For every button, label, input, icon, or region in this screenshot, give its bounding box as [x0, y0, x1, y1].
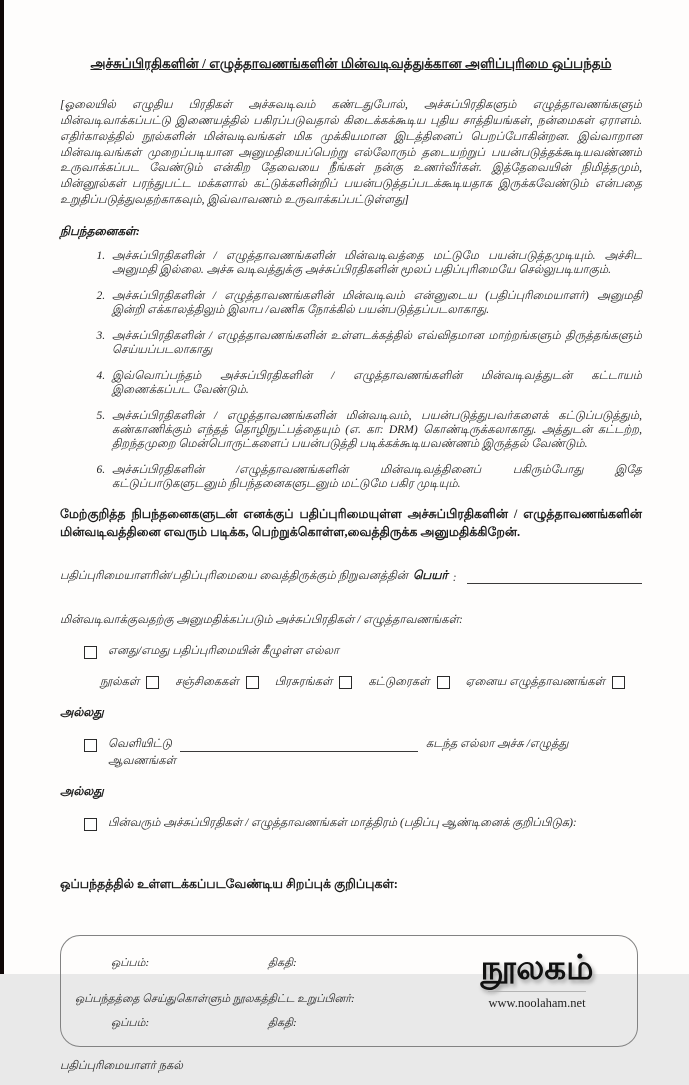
published-option-text	[108, 738, 642, 769]
checkbox-published-before[interactable]	[84, 739, 97, 752]
noolaham-website-url: www.noolaham.net	[488, 991, 585, 1011]
special-notes-heading: ஒப்பந்தத்தில் உள்ளடக்கப்படவேண்டிய சிறப்புக் குறிப்புகள்:	[60, 876, 398, 891]
date-label-2: திகதி:	[268, 1016, 297, 1029]
checkbox-publications[interactable]	[339, 676, 352, 689]
noolaham-logo	[451, 951, 623, 1012]
category-publications	[275, 676, 353, 690]
document-content	[60, 56, 642, 1085]
copy-designation-footer: பதிப்புரிமையாளர் நகல்	[60, 1059, 183, 1072]
page-title: அச்சுப்பிரதிகளின் / எழுத்தாவணங்களின் மின்வடிவத்துக்கான அளிப்புரிமை ஒப்பந்தம்	[90, 56, 612, 71]
signature-label-2: ஒப்பம்:	[111, 1016, 150, 1029]
signature-label-1: ஒப்பம்:	[111, 956, 150, 969]
noolaham-logo-text: நூலகம்	[480, 949, 594, 987]
permitted-documents-heading: மின்வடிவாக்குவதற்கு அனுமதிக்கப்படும் அச்சுப்பிரதிகள் / எழுத்தாவணங்கள்:	[60, 613, 463, 626]
checkbox-magazines[interactable]	[246, 676, 259, 689]
category-other-documents	[466, 676, 625, 690]
checkbox-articles[interactable]	[437, 676, 450, 689]
option-specific-label: பின்வரும் அச்சுப்பிரதிகள் / எழுத்தாவணங்கள் மாத்திரம் (பதிப்பு ஆண்டினைக் குறிப்பிடுக):	[108, 816, 577, 829]
published-suffix-line2: ஆவணங்கள்	[108, 754, 176, 767]
or-separator-2: அல்லது	[60, 783, 104, 798]
category-other-documents-label: ஏனைய எழுத்தாவணங்கள்	[465, 675, 605, 688]
category-books-label: நூல்கள்	[100, 675, 140, 688]
condition-item-2: 2. அச்சுப்பிரதிகளின் / எழுத்தாவணங்களின் மின்வடிவம் என்னுடைய (பதிப்புரிமையாளர்) அனுமதி இன்றி எக்காலத்திலும் இலாப /வணிக நோக்கில் பயன்படுத்தப்படலாகாது.	[108, 290, 642, 318]
signature-box	[60, 935, 638, 1047]
category-articles	[368, 676, 449, 690]
scan-edge-artifact	[0, 0, 4, 974]
category-books	[100, 676, 159, 690]
declaration-statement: மேற்குறித்த நிபந்தனைகளுடன் எனக்குப் பதிப்புரிமையுள்ள அச்சுப்பிரதிகளின் / எழுத்தாவணங்களின் மின்வடிவத்தினை எவரும் படிக்க, பெற்றுக்கொள்ள,வைத்திருக்க அனுமதிக்கிறேன்.	[60, 507, 642, 539]
published-date-fill-line[interactable]	[180, 739, 418, 752]
checkbox-all-under-copyright[interactable]	[84, 646, 97, 659]
category-publications-label: பிரசுரங்கள்	[274, 675, 333, 688]
or-separator-1: அல்லது	[60, 704, 104, 719]
checkbox-books[interactable]	[146, 676, 159, 689]
checkbox-specific-documents[interactable]	[84, 818, 97, 831]
condition-item-1: 1. அச்சுப்பிரதிகளின் / எழுத்தாவணங்களின் மின்வடிவத்தை மட்டுமே பயன்படுத்தமுடியும். அச்சிட அனுமதி இல்லை. அச்சு வடிவத்துக்கு அச்சுப்பிரதிகளின் மூலப் பதிப்புரிமையே செல்லுபடியாகும்.	[108, 250, 642, 278]
date-label-1: திகதி:	[268, 956, 297, 969]
name-colon: :	[452, 571, 457, 584]
option-specific-documents	[84, 817, 642, 831]
condition-item-6: 6. அச்சுப்பிரதிகளின் /எழுத்தாவணங்களின் மின்வடிவத்தினைப் பகிரும்போது இதே கட்டுப்பாடுகளுடனும் நிபந்தனைகளுடனும் மட்டுமே பகிர முடியும்.	[108, 464, 642, 492]
option-published-before	[84, 738, 642, 769]
name-label: பதிப்புரிமையாளரின்/பதிப்புரிமையை வைத்திருக்கும் நிறுவனத்தின்	[60, 569, 408, 582]
conditions-heading: நிபந்தனைகள்:	[60, 224, 140, 239]
condition-item-5: 5. அச்சுப்பிரதிகளின் / எழுத்தாவணங்களின் மின்வடிவம், பயன்படுத்துபவர்களைக் கட்டுப்படுத்தும், கண்காணிக்கும் எந்தத் தொழிநுட்பத்தையும் (எ. கா: DRM) கொண்டிருக்கலாகாது. அத்துடன் கட்டற்ற, திறந்தமுறை மென்பொருட்களைப் பயன்படுத்தி படிக்கக்கூடியவண்ணம் இருத்தல் வேண்டும்.	[108, 410, 642, 452]
category-articles-label: கட்டுரைகள்	[368, 675, 430, 688]
condition-item-4: 4. இவ்வொப்பந்தம் அச்சுப்பிரதிகளின் / எழுத்தாவணங்களின் மின்வடிவத்துடன் கட்டாயம் இணைக்கப்பட வேண்டும்.	[108, 370, 642, 398]
conditions-list	[60, 250, 642, 492]
copyright-holder-name-row	[60, 568, 642, 584]
published-prefix-label: வெளியிட்டு	[108, 737, 172, 750]
document-category-row	[100, 676, 625, 690]
name-label-bold: பெயர்	[412, 567, 448, 582]
published-option-line1	[108, 738, 642, 752]
option-all-label: எனது/எமது பதிப்புரிமையின் கீழுள்ள எல்லா	[108, 644, 340, 657]
intro-paragraph: [ஓலையில் எழுதிய பிரதிகள் அச்சுவடிவம் கண்டதுபோல், அச்சுப்பிரதிகளும் எழுத்தாவணங்களும் மின்வடிவாக்கப்பட்டு இணையத்தில் பகிரப்படுவதால் கிடைக்கக்கூடிய புதிய சாத்தியங்கள், நன்மைகள் ஏராளம். எதிர்காலத்தில் நூல்களின் மின்வடிவங்கள் மிக முக்கியமான இடத்தினைப் பெறப்போகின்றன. இவ்வாறான மின்வடிவங்கள் முறைப்படியான அனுமதியைப்பெற்று எல்லோரும் தடையற்றுப் பயன்படுத்தக்கூடியவண்ணம் உருவாக்கப்பட வேண்டும் என்கிற தேவையை நீங்கள் நன்கு உணர்வீர்கள். இத்தேவையின் நிமித்தமும், மின்னூல்கள் பரந்துபட்ட மக்களால் கட்டுக்களின்றிப் பயன்படுத்தப்படக்கூடியதாக இருக்கவேண்டும் என்பதை உறுதிப்படுத்துவதற்காகவும், இவ்வாவணம் உருவாக்கப்பட்டுள்ளது]	[60, 99, 642, 207]
published-suffix-label: கடந்த எல்லா அச்சு /எழுத்து	[425, 737, 569, 750]
category-magazines	[175, 676, 259, 690]
name-fill-line[interactable]	[467, 571, 642, 584]
option-all-under-copyright	[84, 645, 642, 659]
condition-item-3: 3. அச்சுப்பிரதிகளின் / எழுத்தாவணங்களின் உள்ளடக்கத்தில் எவ்விதமான மாற்றங்களும் திருத்தங்களும் செய்யப்படலாகாது	[108, 330, 642, 358]
checkbox-other-documents[interactable]	[612, 676, 625, 689]
project-member-label: ஒப்பந்தத்தை செய்துகொள்ளும் நூலகத்திட்ட உறுப்பினர்:	[75, 992, 355, 1005]
category-magazines-label: சஞ்சிகைகள்	[175, 675, 239, 688]
